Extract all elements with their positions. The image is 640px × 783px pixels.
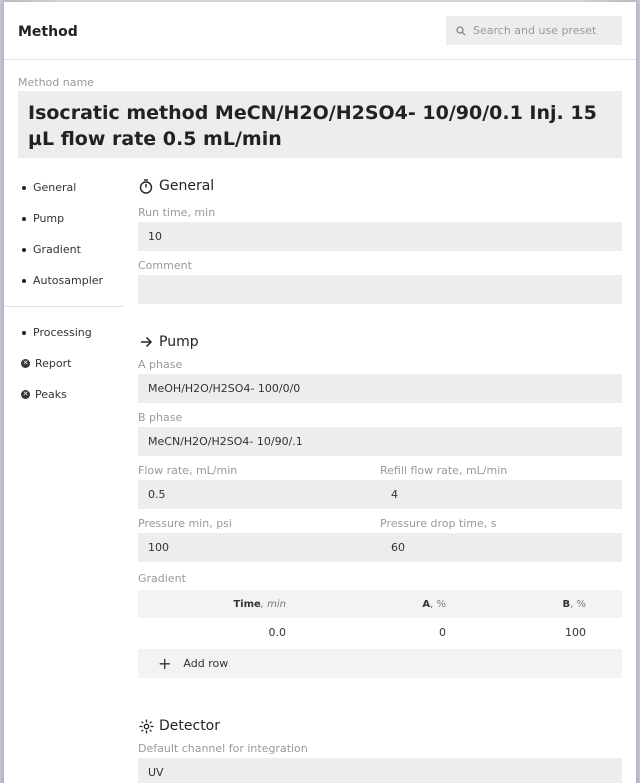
method-form (138, 172, 622, 783)
search-icon (456, 26, 466, 36)
nav-item-label: General (33, 181, 77, 194)
nav-item-autosampler[interactable] (4, 265, 124, 296)
header (4, 2, 636, 60)
method-name-label: Method name (18, 76, 94, 89)
channel-label: Default channel for integration (138, 742, 308, 755)
arrow-right-icon (138, 334, 154, 350)
pressure-min-label: Pressure min, psi (138, 517, 232, 530)
add-row-button[interactable] (138, 649, 622, 678)
gradient-table (138, 590, 622, 647)
time-cell[interactable]: 0.0 (268, 626, 286, 639)
bullet-icon (22, 186, 26, 190)
column-header-b (446, 599, 586, 610)
gradient-label: Gradient (138, 572, 186, 585)
search-input[interactable] (473, 24, 613, 37)
nav-item-label: Gradient (33, 243, 81, 256)
pressure-drop-label: Pressure drop time, s (380, 517, 497, 530)
column-header-unit: , min (260, 598, 286, 610)
error-circle-icon: ✕ (22, 359, 29, 367)
flow-rate-label: Flow rate, mL/min (138, 464, 238, 477)
table-row (138, 618, 622, 647)
column-header-time (138, 599, 286, 610)
b-percent-cell[interactable]: 100 (565, 626, 586, 639)
flow-rate-row (138, 458, 622, 509)
column-header-unit: , % (430, 598, 446, 610)
section-title-text: Detector (159, 718, 221, 734)
page-title: Method (18, 24, 78, 40)
a-phase-select[interactable]: MeOH/H2O/H2SO4- 100/0/0 (138, 374, 622, 403)
bullet-icon (22, 248, 26, 252)
column-header-label: Time (233, 598, 261, 610)
section-title-text: Pump (159, 334, 199, 350)
a-phase-label: A phase (138, 358, 183, 371)
a-percent-cell[interactable]: 0 (439, 626, 446, 639)
channel-select[interactable]: UV (138, 758, 622, 783)
comment-label: Comment (138, 259, 192, 272)
method-name-field[interactable]: Isocratic method MeCN/H2O/H2SO4- 10/90/0.1 Inj. 15 µL flow rate 0.5 mL/min (18, 91, 622, 158)
nav-divider (4, 306, 124, 307)
add-row-label: Add row (183, 657, 229, 670)
method-window (4, 2, 636, 783)
bullet-icon (22, 331, 26, 335)
preset-search[interactable] (446, 16, 622, 45)
pump-section-title (138, 328, 622, 356)
pressure-min-input[interactable]: 100 (138, 533, 380, 562)
column-header-label: B (562, 598, 571, 610)
nav-item-gradient[interactable] (4, 234, 124, 265)
column-header-label: A (422, 598, 431, 610)
nav-item-pump[interactable] (4, 203, 124, 234)
detector-icon (138, 718, 154, 734)
bullet-icon (22, 217, 26, 221)
refill-flow-rate-label: Refill flow rate, mL/min (380, 464, 508, 477)
b-phase-select[interactable]: MeCN/H2O/H2SO4- 10/90/.1 (138, 427, 622, 456)
b-phase-label: B phase (138, 411, 183, 424)
flow-rate-input[interactable]: 0.5 (138, 480, 380, 509)
run-time-input[interactable]: 10 (138, 222, 622, 251)
section-nav (4, 172, 124, 410)
nav-item-peaks[interactable] (4, 379, 124, 410)
gradient-table-header (138, 590, 622, 618)
detector-section-title (138, 712, 622, 740)
run-time-label: Run time, min (138, 206, 216, 219)
pressure-row (138, 511, 622, 562)
comment-input[interactable] (138, 275, 622, 304)
nav-item-processing[interactable] (4, 317, 124, 348)
nav-item-report[interactable] (4, 348, 124, 379)
nav-item-label: Report (35, 357, 72, 370)
column-header-a (286, 599, 446, 610)
refill-flow-rate-input[interactable]: 4 (380, 480, 622, 509)
nav-item-general[interactable] (4, 172, 124, 203)
general-section-title (138, 172, 622, 200)
nav-item-label: Processing (33, 326, 92, 339)
column-header-unit: , % (570, 598, 586, 610)
nav-item-label: Autosampler (33, 274, 104, 287)
plus-icon: + (158, 653, 172, 673)
error-circle-icon: ✕ (22, 390, 29, 398)
section-title-text: General (159, 178, 215, 194)
stopwatch-icon (138, 178, 154, 194)
pressure-drop-input[interactable]: 60 (380, 533, 622, 562)
nav-item-label: Peaks (35, 388, 67, 401)
nav-item-label: Pump (33, 212, 65, 225)
bullet-icon (22, 279, 26, 283)
